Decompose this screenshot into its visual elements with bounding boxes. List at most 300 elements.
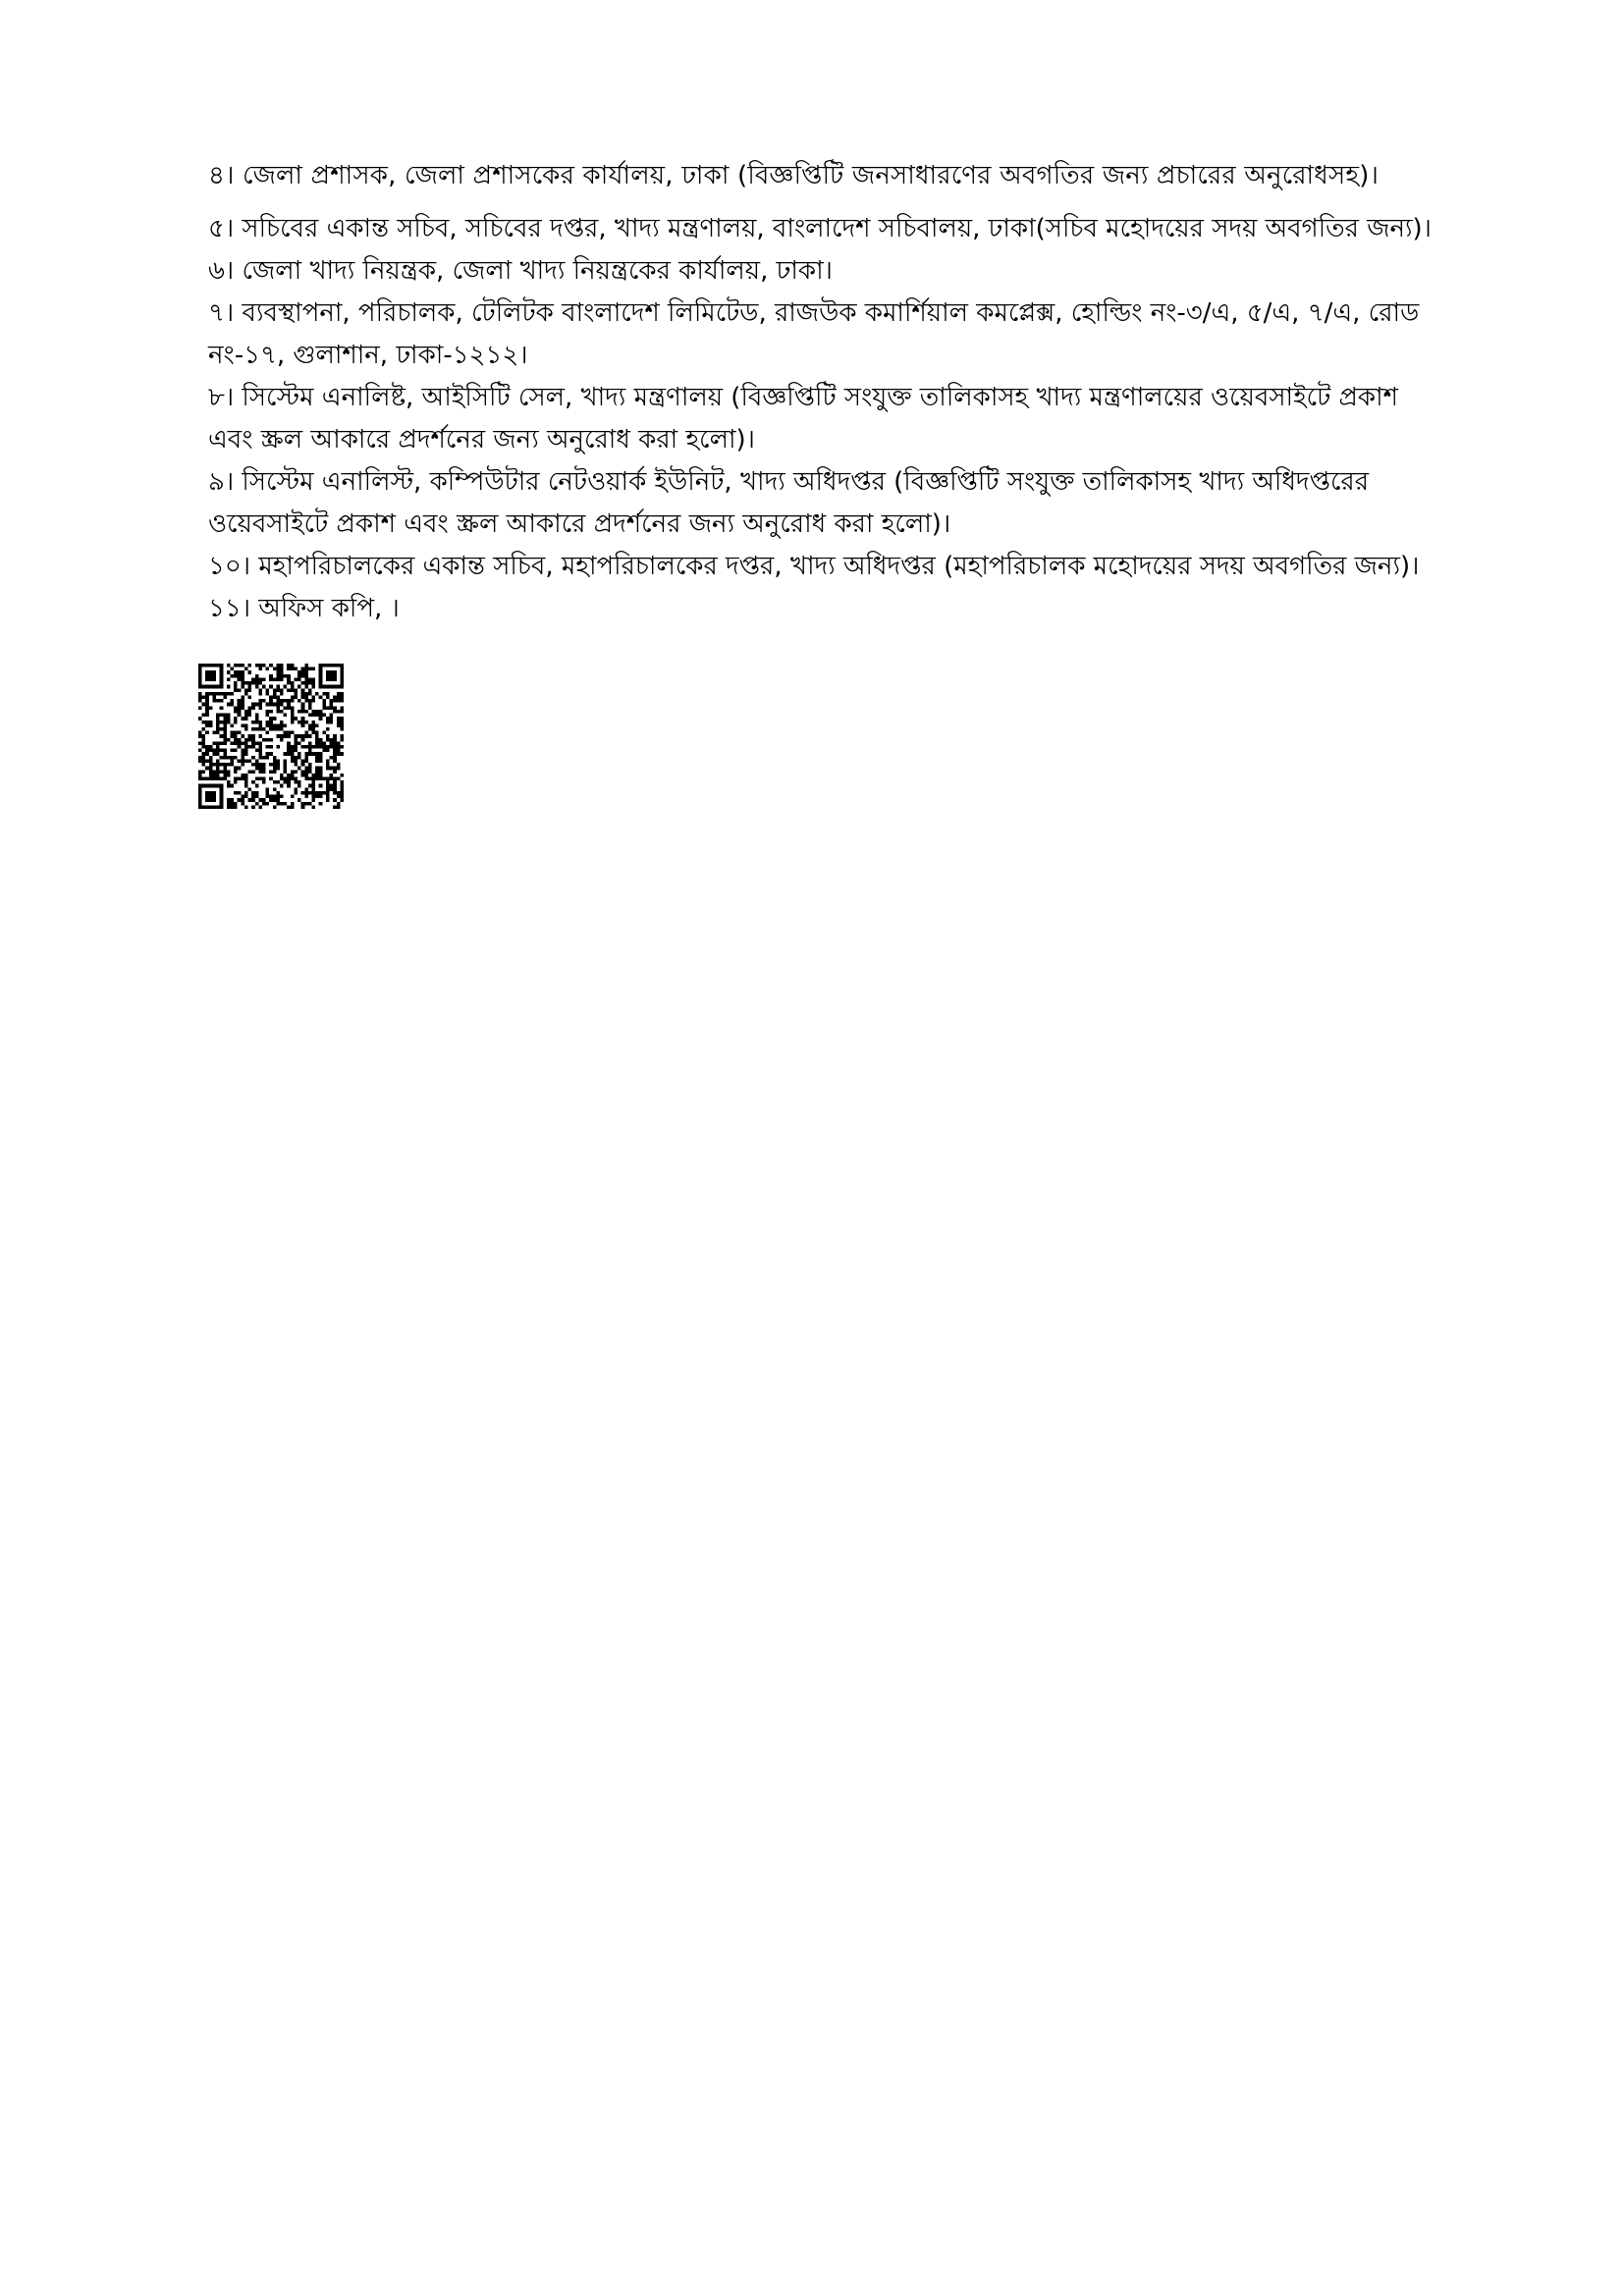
qr-module [340, 780, 344, 784]
qr-module [223, 777, 227, 781]
qr-module [220, 798, 224, 802]
qr-module [326, 738, 330, 742]
qr-module [198, 731, 202, 735]
qr-module [234, 731, 238, 735]
qr-module [216, 749, 220, 753]
qr-module [330, 738, 334, 742]
qr-module [230, 703, 234, 707]
qr-module [276, 759, 280, 763]
qr-module [230, 756, 234, 760]
qr-module [238, 703, 242, 707]
qr-module [298, 677, 301, 681]
qr-module [276, 802, 280, 806]
qr-module [326, 677, 330, 681]
qr-module [220, 681, 224, 685]
qr-module [234, 741, 238, 745]
qr-module [294, 692, 298, 696]
qr-module [304, 734, 308, 738]
qr-module [255, 685, 259, 689]
qr-module [337, 802, 341, 806]
qr-module [315, 777, 319, 781]
qr-module [269, 745, 273, 749]
truncated-top-line [208, 161, 1445, 194]
qr-module [304, 774, 308, 777]
qr-module [227, 692, 231, 696]
qr-module [266, 802, 270, 806]
qr-module [301, 710, 305, 714]
qr-module [304, 695, 308, 699]
qr-module [209, 692, 213, 696]
qr-module [241, 741, 244, 745]
qr-module [251, 703, 255, 707]
qr-module [287, 777, 291, 781]
qr-module [333, 741, 337, 745]
qr-module [340, 674, 344, 678]
qr-module [315, 692, 319, 696]
qr-module [255, 677, 259, 681]
qr-module [333, 777, 337, 781]
qr-module [266, 667, 270, 671]
qr-module [304, 795, 308, 799]
qr-module [326, 670, 330, 674]
qr-module [340, 727, 344, 731]
qr-module [220, 677, 224, 681]
qr-module [255, 759, 259, 763]
qr-module [223, 692, 227, 696]
qr-module [262, 763, 266, 767]
qr-module [269, 677, 273, 681]
qr-module [234, 685, 238, 689]
qr-module [198, 681, 202, 685]
qr-module [326, 798, 330, 802]
qr-module [322, 692, 326, 696]
qr-module [209, 791, 213, 795]
qr-module [241, 756, 244, 760]
qr-module [319, 795, 323, 799]
qr-module [273, 667, 277, 671]
qr-module [262, 767, 266, 771]
qr-module [209, 749, 213, 753]
qr-module [227, 763, 231, 767]
qr-module [258, 703, 262, 707]
qr-module [333, 738, 337, 742]
qr-module [273, 759, 277, 763]
qr-module [205, 745, 209, 749]
qr-module [212, 798, 216, 802]
qr-module [298, 752, 301, 756]
qr-module [276, 685, 280, 689]
qr-module [255, 714, 259, 718]
qr-module [212, 685, 216, 689]
qr-module [312, 731, 316, 735]
qr-module [220, 805, 224, 809]
qr-module [326, 780, 330, 784]
qr-module [248, 770, 252, 774]
qr-module [326, 695, 330, 699]
qr-module [216, 767, 220, 771]
qr-module [234, 767, 238, 771]
qr-module [326, 791, 330, 795]
qr-module [234, 749, 238, 753]
qr-module [301, 674, 305, 678]
qr-module [230, 674, 234, 678]
recipient-item-8: ৮। সিস্টেম এনালিষ্ট, আইসিটি সেল, খাদ্য মন্ত্রণালয় (বিজ্ঞপ্তিটি সংযুক্ত তালিকাসহ খাদ্য মন্ত্রণালয়ের ওয়েবসাইটে প্রকাশ এবং স্ক্রল আকারে প্রদর্শনের জন্য অনুরোধ করা হলো)। [208, 383, 1399, 454]
qr-module [284, 706, 288, 710]
qr-module [262, 738, 266, 742]
qr-module [227, 677, 231, 681]
qr-module [230, 798, 234, 802]
qr-module [326, 749, 330, 753]
qr-module [227, 770, 231, 774]
qr-module [301, 745, 305, 749]
qr-module [223, 741, 227, 745]
qr-module [315, 745, 319, 749]
qr-module [287, 674, 291, 678]
qr-module [212, 795, 216, 799]
qr-module [209, 805, 213, 809]
qr-module [212, 752, 216, 756]
qr-module [312, 774, 316, 777]
qr-module [212, 777, 216, 781]
qr-module [280, 795, 284, 799]
qr-module [262, 756, 266, 760]
qr-module [333, 706, 337, 710]
qr-module [212, 731, 216, 735]
qr-module [248, 714, 252, 718]
qr-module [220, 777, 224, 781]
qr-module [291, 774, 295, 777]
qr-module [308, 699, 312, 703]
qr-module [209, 664, 213, 667]
qr-module [202, 703, 206, 707]
qr-module [326, 745, 330, 749]
qr-module [330, 703, 334, 707]
qr-module [234, 756, 238, 760]
qr-module [315, 738, 319, 742]
qr-module [258, 763, 262, 767]
qr-module [244, 805, 248, 809]
qr-module [333, 798, 337, 802]
qr-module [234, 780, 238, 784]
qr-module [198, 667, 202, 671]
qr-module [330, 674, 334, 678]
qr-module [209, 774, 213, 777]
qr-module [340, 798, 344, 802]
qr-module [308, 723, 312, 727]
qr-module [298, 721, 301, 724]
qr-module [322, 791, 326, 795]
qr-module [216, 721, 220, 724]
qr-module [304, 699, 308, 703]
qr-module [301, 759, 305, 763]
qr-module [212, 692, 216, 696]
qr-module [258, 741, 262, 745]
qr-module [333, 756, 337, 760]
qr-module [216, 731, 220, 735]
qr-module [280, 710, 284, 714]
qr-module [251, 745, 255, 749]
qr-module [212, 677, 216, 681]
qr-module [326, 721, 330, 724]
qr-module [202, 745, 206, 749]
qr-module [273, 805, 277, 809]
qr-module [294, 763, 298, 767]
qr-module [227, 738, 231, 742]
qr-module [202, 685, 206, 689]
qr-module [312, 667, 316, 671]
qr-module [326, 674, 330, 678]
qr-module [308, 802, 312, 806]
qr-module [220, 714, 224, 718]
qr-module [220, 749, 224, 753]
qr-module [330, 714, 334, 718]
qr-module [312, 685, 316, 689]
qr-module [291, 749, 295, 753]
qr-module [198, 791, 202, 795]
qr-module [205, 692, 209, 696]
qr-module [304, 752, 308, 756]
qr-module [294, 749, 298, 753]
qr-module [205, 703, 209, 707]
qr-module [202, 784, 206, 788]
qr-module [209, 777, 213, 781]
qr-module [326, 767, 330, 771]
qr-module [198, 805, 202, 809]
qr-module [301, 717, 305, 721]
qr-module [269, 763, 273, 767]
qr-module [312, 727, 316, 731]
qr-module [312, 798, 316, 802]
qr-module [276, 798, 280, 802]
qr-module [202, 738, 206, 742]
qr-module [308, 692, 312, 696]
qr-module [276, 723, 280, 727]
qr-module [287, 741, 291, 745]
qr-module [319, 685, 323, 689]
truncated-top-text: ৪। জেলা প্রশাসক, জেলা প্রশাসকের কার্যালয়, ঢাকা (বিজ্ঞপ্তিটি জনসাধারণের অবগতির জন্য প্রচারের অনুরোধসহ)। [208, 161, 1380, 190]
qr-module [273, 770, 277, 774]
qr-module [337, 763, 341, 767]
qr-module [244, 752, 248, 756]
qr-module [319, 784, 323, 788]
qr-module [248, 664, 252, 667]
qr-module [312, 714, 316, 718]
qr-module [198, 674, 202, 678]
qr-code-icon [198, 664, 344, 809]
qr-module [308, 770, 312, 774]
qr-module [198, 717, 202, 721]
qr-module [212, 805, 216, 809]
qr-module [312, 805, 316, 809]
qr-module [308, 688, 312, 692]
qr-module [258, 692, 262, 696]
qr-module [319, 738, 323, 742]
qr-module [266, 721, 270, 724]
qr-module [280, 703, 284, 707]
qr-module [322, 685, 326, 689]
qr-module [294, 780, 298, 784]
qr-module [269, 738, 273, 742]
qr-module [220, 784, 224, 788]
qr-module [209, 784, 213, 788]
qr-module [340, 692, 344, 696]
qr-module [319, 745, 323, 749]
qr-module [330, 784, 334, 788]
qr-module [280, 688, 284, 692]
qr-module [220, 674, 224, 678]
qr-module [322, 731, 326, 735]
qr-module [234, 791, 238, 795]
qr-module [273, 695, 277, 699]
qr-module [227, 717, 231, 721]
qr-module [340, 774, 344, 777]
qr-module [322, 741, 326, 745]
qr-module [319, 802, 323, 806]
qr-module [330, 756, 334, 760]
qr-module [230, 723, 234, 727]
qr-module [251, 791, 255, 795]
qr-module [312, 695, 316, 699]
qr-module [301, 667, 305, 671]
qr-module [333, 745, 337, 749]
qr-module [209, 706, 213, 710]
qr-module [340, 734, 344, 738]
qr-module [319, 791, 323, 795]
qr-module [223, 731, 227, 735]
qr-module [337, 791, 341, 795]
qr-module [280, 699, 284, 703]
qr-module [337, 745, 341, 749]
qr-module [230, 805, 234, 809]
qr-module [284, 770, 288, 774]
qr-module [227, 784, 231, 788]
qr-module [220, 667, 224, 671]
qr-module [312, 795, 316, 799]
qr-module [269, 723, 273, 727]
qr-module [284, 714, 288, 718]
qr-module [333, 791, 337, 795]
qr-module [212, 741, 216, 745]
qr-module [216, 741, 220, 745]
qr-module [269, 777, 273, 781]
qr-module [298, 756, 301, 760]
qr-module [258, 756, 262, 760]
qr-module [315, 759, 319, 763]
qr-module [205, 664, 209, 667]
qr-module [238, 731, 242, 735]
qr-module [298, 780, 301, 784]
qr-module [284, 734, 288, 738]
qr-module [220, 727, 224, 731]
qr-module [333, 749, 337, 753]
qr-module [234, 805, 238, 809]
qr-module [340, 752, 344, 756]
qr-module [273, 756, 277, 760]
qr-module [248, 710, 252, 714]
qr-module [205, 759, 209, 763]
qr-module [248, 688, 252, 692]
qr-module [241, 723, 244, 727]
qr-module [244, 710, 248, 714]
qr-module [319, 767, 323, 771]
qr-module [304, 756, 308, 760]
qr-module [266, 723, 270, 727]
qr-module [326, 784, 330, 788]
qr-module [251, 738, 255, 742]
qr-module [340, 717, 344, 721]
qr-module [248, 798, 252, 802]
qr-module [238, 688, 242, 692]
qr-module [333, 780, 337, 784]
qr-module [291, 731, 295, 735]
qr-module [198, 774, 202, 777]
qr-module [284, 674, 288, 678]
qr-module [337, 752, 341, 756]
qr-module [291, 805, 295, 809]
qr-module [276, 745, 280, 749]
qr-module [337, 805, 341, 809]
qr-module [251, 721, 255, 724]
qr-module [291, 695, 295, 699]
qr-module [269, 703, 273, 707]
qr-module [330, 664, 334, 667]
qr-module [280, 670, 284, 674]
qr-module [223, 763, 227, 767]
qr-module [234, 770, 238, 774]
qr-module [220, 706, 224, 710]
qr-module [255, 674, 259, 678]
qr-module [198, 699, 202, 703]
qr-module [322, 706, 326, 710]
qr-module [294, 695, 298, 699]
qr-module [209, 767, 213, 771]
qr-module [312, 723, 316, 727]
qr-module [258, 752, 262, 756]
qr-module [287, 805, 291, 809]
qr-module [209, 685, 213, 689]
qr-module [276, 688, 280, 692]
qr-module [255, 717, 259, 721]
qr-module [301, 692, 305, 696]
qr-module [280, 723, 284, 727]
qr-module [258, 677, 262, 681]
qr-module [294, 717, 298, 721]
qr-module [330, 717, 334, 721]
qr-module [291, 685, 295, 689]
qr-module [209, 795, 213, 799]
qr-module [291, 795, 295, 799]
qr-module [330, 721, 334, 724]
qr-module [291, 688, 295, 692]
qr-module [223, 721, 227, 724]
qr-module [216, 745, 220, 749]
qr-module [273, 688, 277, 692]
qr-module [284, 767, 288, 771]
qr-module [248, 745, 252, 749]
qr-module [255, 664, 259, 667]
qr-module [216, 685, 220, 689]
qr-module [244, 681, 248, 685]
qr-module [284, 780, 288, 784]
qr-module [223, 774, 227, 777]
qr-module [223, 749, 227, 753]
qr-module [280, 784, 284, 788]
qr-module [234, 734, 238, 738]
qr-module [205, 777, 209, 781]
qr-module [337, 777, 341, 781]
qr-module [216, 692, 220, 696]
qr-module [255, 681, 259, 685]
